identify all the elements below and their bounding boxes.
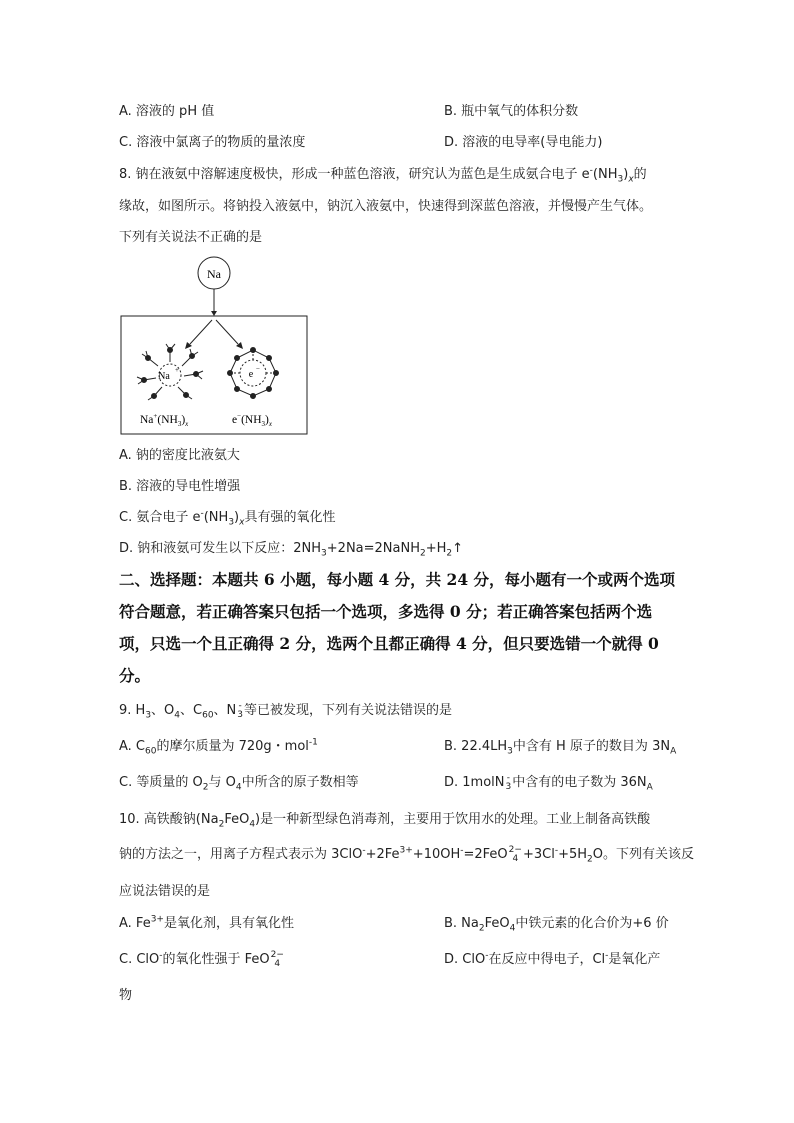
svg-text:+: +: [175, 366, 179, 374]
q10-stem-line1: 10. 高铁酸钠$(Na_2FeO_4)$是一种新型绿色消毒剂，主要用于饮用水的处理。工业上制备高铁酸: [119, 812, 651, 830]
q10-option-d: D. ClO-在反应中得电子，Cl-是氧化产: [444, 950, 661, 967]
q7-option-a: A. 溶液的 pH 值: [119, 104, 215, 119]
q8-option-b: B. 溶液的导电性增强: [119, 479, 241, 494]
q9-stem: 9. $H_3$、$O_4$、$C_{60}$、N - 3 等已被发现，下列有关说法错误的是: [119, 700, 453, 721]
q8-figure: [120, 254, 310, 436]
svg-text:e: e: [248, 369, 254, 380]
q7-option-c: C. 溶液中氯离子的物质的量浓度: [119, 135, 306, 150]
q7-option-d: D. 溶液的电导率(导电能力): [444, 135, 603, 150]
section2-line1: 二、选择题：本题共 6 小题，每小题 4 分，共 24 分，每小题有一个或两个选项: [119, 570, 676, 589]
q8-option-d: D. 钠和液氨可发生以下反应：$2NH_3+2Na=2NaNH_2+H_2↑$: [119, 541, 464, 559]
q8-stem-line3: 下列有关说法不正确的是: [119, 230, 263, 245]
q8-stem-line2: 缘故，如图所示。将钠投入液氨中，钠沉入液氨中，快速得到深蓝色溶液，并慢慢产生气体。: [119, 199, 653, 214]
figure-label-e-nh3: $e^-(NH_3)_x$: [232, 412, 272, 428]
svg-text:Na: Na: [158, 371, 170, 382]
section2-line4: 分。: [119, 666, 151, 685]
q8-option-a: A. 钠的密度比液氨大: [119, 448, 240, 463]
figure-na-label: Na: [207, 267, 221, 281]
q7-option-b: B. 瓶中氧气的体积分数: [444, 104, 579, 119]
na-ion-cluster: [137, 344, 203, 400]
section2-line3: 项，只选一个且正确得 2 分，选两个且都正确得 4 分，但只要选错一个就得 0: [119, 634, 659, 653]
section2-line2: 符合题意，若正确答案只包括一个选项，多选得 0 分；若正确答案包括两个选: [119, 602, 653, 621]
q9-option-d: D. 1molN - 3 中含有的电子数为 $36N_A$: [444, 772, 653, 793]
q10-option-c: C. ClO-的氧化性强于 FeO 2− 4: [119, 949, 284, 969]
q10-stem-line3: 应说法错误的是: [119, 884, 211, 899]
q8-stem-line1: 8. 钠在液氨中溶解速度极快，形成一种蓝色溶液，研究认为蓝色是生成氨合电子 $e^-(NH_3)_x$的: [119, 165, 647, 185]
q8-option-c: C. 氨合电子 $e^-(NH_3)_x$具有强的氧化性: [119, 508, 336, 528]
q10-option-b: B. $Na_2FeO_4$中铁元素的化合价为+6 价: [444, 916, 669, 934]
svg-text:−: −: [256, 365, 260, 373]
q9-option-b: B. $22.4LH_3$中含有 H 原子的数目为 $3N_A$: [444, 739, 677, 757]
q10-option-a: A. $Fe^{3+}$是氧化剂，具有氧化性: [119, 914, 294, 931]
q9-option-a: A. $C_{60}$的摩尔质量为 720g・mol$^{-1}$: [119, 737, 318, 757]
q9-option-c: C. 等质量的 $O_2$与 $O_4$中所含的原子数相等: [119, 775, 359, 793]
q10-option-d-continued: 物: [119, 988, 133, 1003]
figure-label-na-nh3: $Na^+(NH_3)_x$: [140, 412, 189, 428]
q10-stem-line2: 钠的方法之一，用离子方程式表示为 $3ClO^-+2Fe^{3+}+10OH^-=2FeO$ 2− 4 $+3Cl^-+5H_2O$。下列有关该反: [119, 844, 694, 865]
